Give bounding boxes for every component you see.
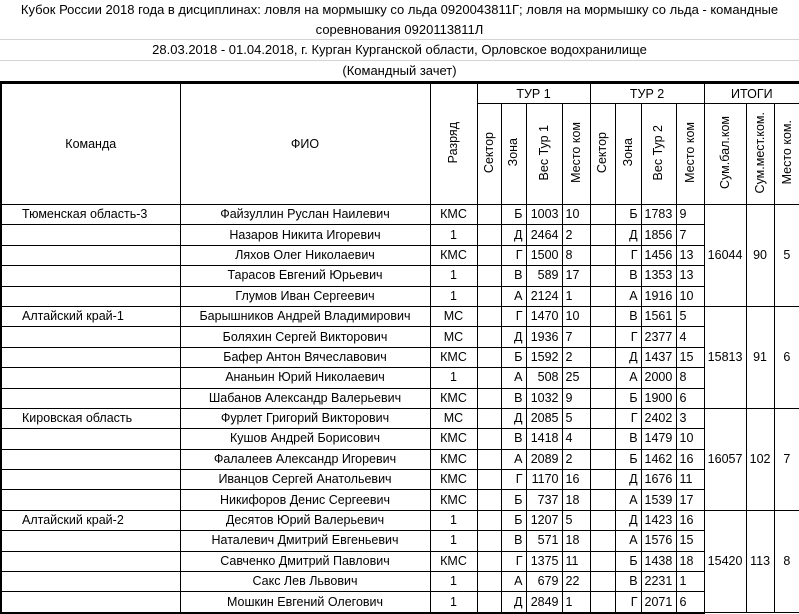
place-2: 1 [676, 572, 704, 592]
table-row [1, 408, 799, 428]
zone-1: Д [501, 225, 526, 245]
weight-1: 571 [526, 531, 562, 551]
member-name: Фурлет Григорий Викторович [180, 408, 430, 428]
zone-2: В [615, 429, 641, 449]
place-2: 15 [676, 347, 704, 367]
sector-2 [590, 531, 615, 551]
zone-1: Б [501, 205, 526, 225]
team-name: Тюменская область-3 [1, 205, 180, 225]
weight-1: 1170 [526, 470, 562, 490]
sector-2 [590, 572, 615, 592]
member-rank: КМС [430, 551, 477, 571]
zone-2: Д [615, 510, 641, 530]
zone-1: А [501, 572, 526, 592]
sector-2 [590, 408, 615, 428]
team-name: Кировская область [1, 408, 180, 428]
table-row [1, 572, 799, 592]
table-row [1, 388, 799, 408]
table-row [1, 327, 799, 347]
weight-2: 1479 [641, 429, 676, 449]
weight-2: 1856 [641, 225, 676, 245]
place-1: 4 [562, 429, 590, 449]
table-row [1, 368, 799, 388]
sector-1 [477, 408, 501, 428]
team-sum-places: 90 [746, 205, 774, 307]
zone-2: А [615, 490, 641, 510]
zone-2: Г [615, 592, 641, 613]
header-sector-2: Сектор [590, 104, 615, 205]
sector-1 [477, 368, 501, 388]
place-1: 16 [562, 470, 590, 490]
member-rank: 1 [430, 286, 477, 306]
sector-1 [477, 592, 501, 613]
table-row [1, 225, 799, 245]
member-rank: 1 [430, 266, 477, 286]
header-zone-1: Зона [501, 104, 526, 205]
sector-1 [477, 510, 501, 530]
member-rank: 1 [430, 368, 477, 388]
weight-2: 2231 [641, 572, 676, 592]
sector-1 [477, 266, 501, 286]
member-name: Ляхов Олег Николаевич [180, 245, 430, 265]
zone-1: Г [501, 551, 526, 571]
zone-1: Г [501, 245, 526, 265]
team-cell-empty [1, 327, 180, 347]
zone-2: Д [615, 470, 641, 490]
place-2: 15 [676, 531, 704, 551]
sector-1 [477, 245, 501, 265]
zone-1: А [501, 286, 526, 306]
header-team: Команда [1, 83, 180, 205]
team-name: Алтайский край-2 [1, 510, 180, 530]
place-1: 1 [562, 592, 590, 613]
place-1: 9 [562, 388, 590, 408]
team-cell-empty [1, 225, 180, 245]
sector-2 [590, 286, 615, 306]
header-sum-places: Сум.мест.ком. [746, 104, 774, 205]
sector-1 [477, 551, 501, 571]
member-name: Фалалеев Александр Игоревич [180, 449, 430, 469]
team-final-place: 7 [774, 408, 799, 510]
sector-1 [477, 225, 501, 245]
place-1: 18 [562, 531, 590, 551]
header-tour1: ТУР 1 [477, 83, 590, 104]
sector-2 [590, 449, 615, 469]
header-sector-1: Сектор [477, 104, 501, 205]
member-name: Мошкин Евгений Олегович [180, 592, 430, 613]
weight-2: 1462 [641, 449, 676, 469]
weight-2: 1438 [641, 551, 676, 571]
weight-1: 589 [526, 266, 562, 286]
team-final-place: 8 [774, 510, 799, 612]
member-name: Кушов Андрей Борисович [180, 429, 430, 449]
member-rank: 1 [430, 225, 477, 245]
sector-2 [590, 510, 615, 530]
zone-2: Г [615, 408, 641, 428]
member-rank: КМС [430, 490, 477, 510]
table-row [1, 205, 799, 225]
zone-1: Д [501, 327, 526, 347]
team-sum-points: 16057 [704, 408, 746, 510]
member-rank: МС [430, 306, 477, 326]
team-sum-places: 91 [746, 306, 774, 408]
place-1: 8 [562, 245, 590, 265]
results-body [1, 205, 799, 613]
place-1: 11 [562, 551, 590, 571]
zone-1: В [501, 266, 526, 286]
place-1: 17 [562, 266, 590, 286]
weight-1: 737 [526, 490, 562, 510]
sector-2 [590, 205, 615, 225]
sector-1 [477, 388, 501, 408]
table-row [1, 449, 799, 469]
weight-2: 1456 [641, 245, 676, 265]
member-rank: 1 [430, 592, 477, 613]
sector-1 [477, 531, 501, 551]
results-table [0, 81, 799, 614]
table-row [1, 306, 799, 326]
weight-1: 2085 [526, 408, 562, 428]
sector-2 [590, 429, 615, 449]
header-zone-2: Зона [615, 104, 641, 205]
member-name: Барышников Андрей Владимирович [180, 306, 430, 326]
team-cell-empty [1, 286, 180, 306]
zone-1: Б [501, 490, 526, 510]
team-final-place: 6 [774, 306, 799, 408]
member-name: Глумов Иван Сергеевич [180, 286, 430, 306]
team-sum-points: 16044 [704, 205, 746, 307]
standings-type: (Командный зачет) [342, 63, 457, 78]
sector-2 [590, 245, 615, 265]
weight-2: 1561 [641, 306, 676, 326]
team-cell-empty [1, 490, 180, 510]
place-2: 17 [676, 490, 704, 510]
place-1: 25 [562, 368, 590, 388]
sector-2 [590, 327, 615, 347]
zone-1: Г [501, 306, 526, 326]
weight-1: 679 [526, 572, 562, 592]
place-2: 4 [676, 327, 704, 347]
place-1: 10 [562, 205, 590, 225]
place-1: 2 [562, 225, 590, 245]
table-row [1, 510, 799, 530]
zone-1: В [501, 388, 526, 408]
member-name: Савченко Дмитрий Павлович [180, 551, 430, 571]
member-rank: 1 [430, 510, 477, 530]
team-cell-empty [1, 551, 180, 571]
weight-1: 2089 [526, 449, 562, 469]
place-2: 10 [676, 429, 704, 449]
place-2: 8 [676, 368, 704, 388]
sector-2 [590, 306, 615, 326]
sector-1 [477, 286, 501, 306]
zone-2: В [615, 306, 641, 326]
place-1: 5 [562, 408, 590, 428]
place-2: 3 [676, 408, 704, 428]
member-name: Боляхин Сергей Викторович [180, 327, 430, 347]
header-name: ФИО [180, 83, 430, 205]
zone-2: Г [615, 245, 641, 265]
sector-2 [590, 551, 615, 571]
header-tour2: ТУР 2 [590, 83, 704, 104]
weight-2: 2000 [641, 368, 676, 388]
member-name: Тарасов Евгений Юрьевич [180, 266, 430, 286]
team-cell-empty [1, 347, 180, 367]
place-1: 2 [562, 347, 590, 367]
header-team-place: Место ком. [774, 104, 799, 205]
place-1: 7 [562, 327, 590, 347]
header-weight-2: Вес Тур 2 [641, 104, 676, 205]
table-row [1, 592, 799, 613]
place-2: 10 [676, 286, 704, 306]
weight-2: 2402 [641, 408, 676, 428]
team-cell-empty [1, 449, 180, 469]
table-row [1, 286, 799, 306]
place-2: 11 [676, 470, 704, 490]
table-row [1, 245, 799, 265]
zone-2: Д [615, 347, 641, 367]
member-name: Сакс Лев Львович [180, 572, 430, 592]
zone-2: Б [615, 388, 641, 408]
table-row [1, 551, 799, 571]
member-name: Файзуллин Руслан Наилевич [180, 205, 430, 225]
weight-1: 1207 [526, 510, 562, 530]
team-sum-points: 15420 [704, 510, 746, 612]
member-name: Иванцов Сергей Анатольевич [180, 470, 430, 490]
weight-1: 508 [526, 368, 562, 388]
member-name: Никифоров Денис Сергеевич [180, 490, 430, 510]
member-name: Назаров Никита Игоревич [180, 225, 430, 245]
header-place-1: Место ком [562, 104, 590, 205]
member-rank: 1 [430, 572, 477, 592]
zone-1: Г [501, 470, 526, 490]
sector-1 [477, 347, 501, 367]
member-rank: КМС [430, 470, 477, 490]
team-cell-empty [1, 388, 180, 408]
sector-2 [590, 490, 615, 510]
zone-1: Б [501, 347, 526, 367]
member-name: Ананьин Юрий Николаевич [180, 368, 430, 388]
team-sum-places: 102 [746, 408, 774, 510]
weight-1: 2124 [526, 286, 562, 306]
table-row [1, 490, 799, 510]
weight-2: 1353 [641, 266, 676, 286]
member-name: Десятов Юрий Валерьевич [180, 510, 430, 530]
place-1: 22 [562, 572, 590, 592]
zone-2: А [615, 286, 641, 306]
place-2: 13 [676, 245, 704, 265]
sector-1 [477, 205, 501, 225]
weight-1: 1592 [526, 347, 562, 367]
member-name: Шабанов Александр Валерьевич [180, 388, 430, 408]
weight-2: 2071 [641, 592, 676, 613]
zone-1: Д [501, 408, 526, 428]
header-sum-points: Сум.бал.ком [704, 104, 746, 205]
sector-1 [477, 449, 501, 469]
place-2: 16 [676, 449, 704, 469]
zone-2: Г [615, 327, 641, 347]
zone-1: А [501, 449, 526, 469]
place-2: 5 [676, 306, 704, 326]
weight-2: 1900 [641, 388, 676, 408]
weight-2: 1423 [641, 510, 676, 530]
weight-1: 2849 [526, 592, 562, 613]
sector-2 [590, 266, 615, 286]
member-rank: КМС [430, 449, 477, 469]
document-title: Кубок России 2018 года в дисциплинах: ловля на мормышку со льда 0920043811Г; ловля на мормышку со льда - командные соревнования 0920113811Л [0, 0, 799, 40]
sector-1 [477, 572, 501, 592]
team-cell-empty [1, 592, 180, 613]
team-cell-empty [1, 531, 180, 551]
member-rank: КМС [430, 347, 477, 367]
weight-2: 1576 [641, 531, 676, 551]
zone-1: Д [501, 592, 526, 613]
weight-1: 1003 [526, 205, 562, 225]
place-1: 10 [562, 306, 590, 326]
team-cell-empty [1, 470, 180, 490]
place-2: 13 [676, 266, 704, 286]
sector-1 [477, 490, 501, 510]
place-2: 18 [676, 551, 704, 571]
header-rank: Разряд [430, 83, 477, 205]
zone-1: А [501, 368, 526, 388]
place-1: 5 [562, 510, 590, 530]
table-row [1, 347, 799, 367]
zone-1: Б [501, 510, 526, 530]
zone-1: В [501, 531, 526, 551]
weight-2: 1539 [641, 490, 676, 510]
weight-1: 1418 [526, 429, 562, 449]
table-row [1, 266, 799, 286]
team-cell-empty [1, 429, 180, 449]
zone-1: В [501, 429, 526, 449]
weight-1: 1470 [526, 306, 562, 326]
zone-2: Б [615, 449, 641, 469]
team-sum-points: 15813 [704, 306, 746, 408]
weight-2: 1783 [641, 205, 676, 225]
place-2: 16 [676, 510, 704, 530]
member-rank: 1 [430, 531, 477, 551]
sector-2 [590, 347, 615, 367]
event-dates-location: 28.03.2018 - 01.04.2018, г. Курган Курганской области, Орловское водохранилище [0, 40, 799, 61]
zone-2: В [615, 266, 641, 286]
member-rank: МС [430, 327, 477, 347]
sector-2 [590, 592, 615, 613]
table-row [1, 470, 799, 490]
team-name: Алтайский край-1 [1, 306, 180, 326]
table-row [1, 429, 799, 449]
zone-2: А [615, 368, 641, 388]
member-rank: КМС [430, 245, 477, 265]
member-rank: КМС [430, 205, 477, 225]
member-name: Бафер Антон Вячеславович [180, 347, 430, 367]
weight-1: 1500 [526, 245, 562, 265]
weight-2: 1676 [641, 470, 676, 490]
weight-2: 1437 [641, 347, 676, 367]
weight-1: 1032 [526, 388, 562, 408]
weight-1: 2464 [526, 225, 562, 245]
place-1: 2 [562, 449, 590, 469]
team-cell-empty [1, 572, 180, 592]
sector-2 [590, 470, 615, 490]
header-totals: ИТОГИ [704, 83, 799, 104]
zone-2: Д [615, 225, 641, 245]
zone-2: А [615, 531, 641, 551]
sector-2 [590, 225, 615, 245]
zone-2: Б [615, 551, 641, 571]
header-weight-1: Вес Тур 1 [526, 104, 562, 205]
team-cell-empty [1, 245, 180, 265]
team-final-place: 5 [774, 205, 799, 307]
sector-2 [590, 368, 615, 388]
place-2: 6 [676, 388, 704, 408]
team-cell-empty [1, 266, 180, 286]
weight-2: 2377 [641, 327, 676, 347]
zone-2: Б [615, 205, 641, 225]
weight-2: 1916 [641, 286, 676, 306]
team-sum-places: 113 [746, 510, 774, 612]
team-cell-empty [1, 368, 180, 388]
member-rank: МС [430, 408, 477, 428]
member-name: Наталевич Дмитрий Евгеньевич [180, 531, 430, 551]
sector-1 [477, 429, 501, 449]
place-1: 1 [562, 286, 590, 306]
sector-1 [477, 470, 501, 490]
header-place-2: Место ком [676, 104, 704, 205]
sector-2 [590, 388, 615, 408]
weight-1: 1375 [526, 551, 562, 571]
place-1: 18 [562, 490, 590, 510]
sector-1 [477, 306, 501, 326]
zone-2: В [615, 572, 641, 592]
place-2: 6 [676, 592, 704, 613]
member-rank: КМС [430, 429, 477, 449]
place-2: 9 [676, 205, 704, 225]
place-2: 7 [676, 225, 704, 245]
table-row [1, 531, 799, 551]
member-rank: КМС [430, 388, 477, 408]
weight-1: 1936 [526, 327, 562, 347]
sector-1 [477, 327, 501, 347]
